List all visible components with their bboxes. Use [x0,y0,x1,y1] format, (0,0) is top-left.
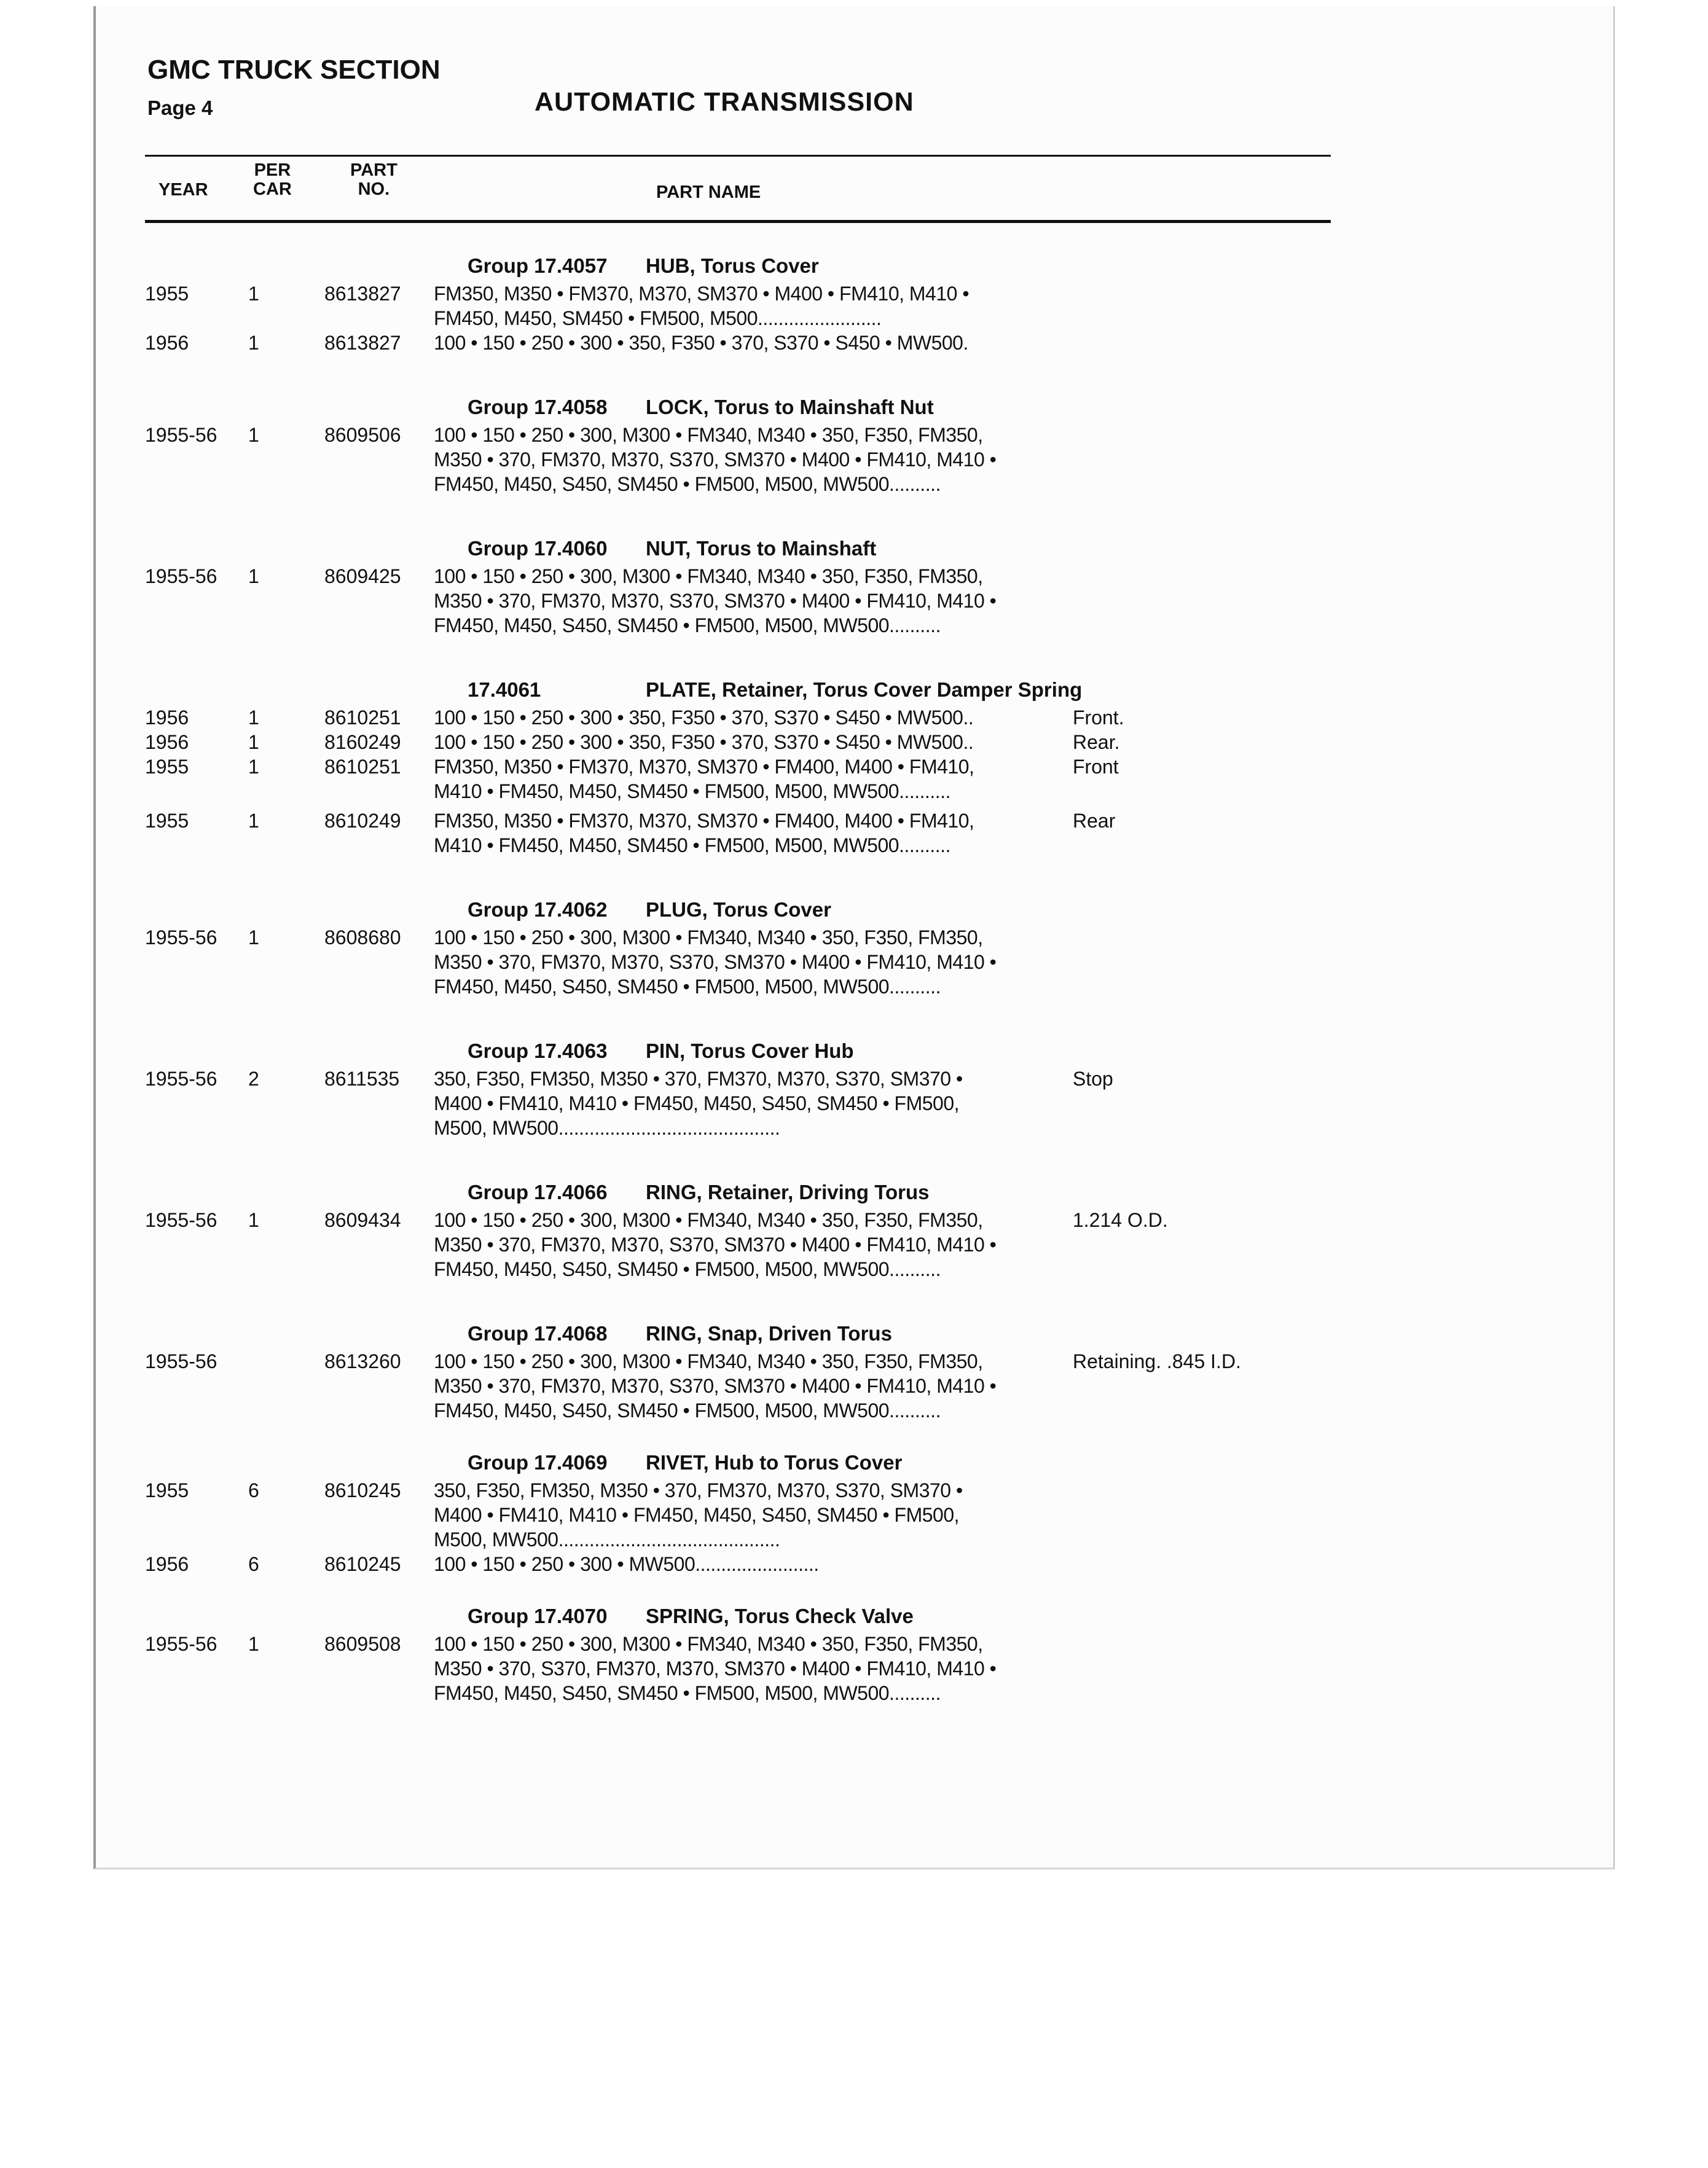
model-line: M500, MW500........................................... [434,1528,780,1551]
table-row [145,1208,1331,1282]
per-car-cell: 1 [248,1209,259,1231]
per-car-cell: 1 [248,706,259,729]
part-number-cell: 8610245 [324,1479,401,1501]
model-line: 100 • 150 • 250 • 300, M300 • FM340, M340 • 350, F350, FM350, [434,926,983,949]
table-row [145,754,1331,804]
per-car-cell: 2 [248,1068,259,1090]
table-row [145,808,1331,858]
note-cell [1049,1632,1073,1705]
note-cell [1049,1552,1073,1576]
model-line: 100 • 150 • 250 • 300, M300 • FM340, M340 • 350, F350, FM350, [434,1633,983,1655]
table-row [145,1478,1331,1552]
table-row [145,281,1331,331]
year-cell: 1955 [145,1479,189,1501]
year-cell: 1956 [145,706,189,729]
model-line: 100 • 150 • 250 • 300 • 350, F350 • 370, S370 • S450 • MW500. [434,332,968,354]
part-number-cell: 8613260 [324,1350,401,1372]
note-cell [1049,423,1073,496]
col-part-label: PART [350,160,398,180]
note-cell [1049,1478,1073,1552]
model-line: M410 • FM450, M450, SM450 • FM500, M500, MW500.......... [434,780,950,802]
model-line: 350, F350, FM350, M350 • 370, FM370, M370, S370, SM370 • [434,1479,963,1501]
group-title: RIVET, Hub to Torus Cover [646,1451,903,1474]
model-line: FM350, M350 • FM370, M370, SM370 • FM400, M400 • FM410, [434,756,974,778]
header-top-rule [145,155,1331,157]
model-line: M500, MW500........................................... [434,1117,780,1139]
group-heading [145,1036,1331,1066]
model-line: M350 • 370, FM370, M370, S370, SM370 • M400 • FM410, M410 • [434,448,997,471]
year-cell: 1956 [145,332,189,354]
col-per-label: PER [254,160,291,180]
part-number-cell: 8610245 [324,1553,401,1575]
part-number-cell: 8610249 [324,810,401,832]
part-name-cell [434,925,1049,999]
part-name-cell [434,1066,1049,1140]
col-header-year [159,181,208,200]
group-title: NUT, Torus to Mainshaft [646,537,877,560]
note-cell: 1.214 O.D. [1073,1209,1168,1231]
part-number-cell: 8608680 [324,926,401,949]
part-name-cell [434,1349,1049,1423]
group-number: Group 17.4070 [468,1605,608,1627]
group-title: PIN, Torus Cover Hub [646,1039,854,1062]
part-number-cell: 8610251 [324,756,401,778]
per-car-cell: 6 [248,1553,259,1575]
part-name-cell [434,331,1049,355]
group-title: RING, Retainer, Driving Torus [646,1181,930,1203]
group-title: PLATE, Retainer, Torus Cover Damper Spring [646,678,1083,701]
part-name-cell [434,1478,1049,1552]
note-cell: Retaining. .845 I.D. [1073,1350,1241,1372]
per-car-cell: 1 [248,565,259,587]
table-row [145,1552,1331,1576]
year-cell: 1955 [145,810,189,832]
model-line: FM450, M450, S450, SM450 • FM500, M500, MW500.......... [434,976,941,998]
group-number: Group 17.4068 [468,1322,608,1345]
col-header-per-car [253,161,292,199]
note-cell: Front. [1073,706,1124,729]
model-line: 100 • 150 • 250 • 300, M300 • FM340, M340 • 350, F350, FM350, [434,1350,983,1372]
part-number-cell: 8609506 [324,424,401,446]
table-row [145,730,1331,754]
part-group [145,1177,1331,1282]
page-title: AUTOMATIC TRANSMISSION [535,87,914,117]
per-car-cell: 1 [248,756,259,778]
model-line: M350 • 370, FM370, M370, S370, SM370 • M400 • FM410, M410 • [434,1375,997,1397]
part-name-cell [434,730,1049,754]
per-car-cell: 1 [248,731,259,753]
group-number: Group 17.4058 [468,396,608,418]
group-title: LOCK, Torus to Mainshaft Nut [646,396,934,418]
part-name-cell [434,808,1049,858]
note-cell: Stop [1073,1068,1113,1090]
model-line: M350 • 370, FM370, M370, S370, SM370 • M400 • FM410, M410 • [434,951,997,973]
group-heading [145,251,1331,281]
model-line: 100 • 150 • 250 • 300 • MW500........................ [434,1553,819,1575]
group-number: Group 17.4063 [468,1039,608,1062]
model-line: FM450, M450, S450, SM450 • FM500, M500, MW500.......... [434,1258,941,1280]
group-title: RING, Snap, Driven Torus [646,1322,892,1345]
page-number: Page 4 [147,96,213,119]
group-heading [145,533,1331,564]
model-line: M350 • 370, S370, FM370, M370, SM370 • M400 • FM410, M410 • [434,1657,997,1680]
model-line: FM350, M350 • FM370, M370, SM370 • M400 • FM410, M410 • [434,283,970,305]
group-heading [145,1318,1331,1349]
per-car-cell [248,1349,324,1423]
part-number-cell: 8609508 [324,1633,401,1655]
model-line: FM450, M450, S450, SM450 • FM500, M500, MW500.......... [434,614,941,636]
note-cell [1049,925,1073,999]
part-name-cell [434,564,1049,638]
model-line: FM450, M450, S450, SM450 • FM500, M500, MW500.......... [434,1399,941,1422]
model-line: 100 • 150 • 250 • 300, M300 • FM340, M340 • 350, F350, FM350, [434,565,983,587]
per-car-cell: 6 [248,1479,259,1501]
col-header-part-no [350,161,398,199]
part-group [145,675,1331,858]
year-cell: 1955-56 [145,1209,217,1231]
part-group [145,251,1331,355]
year-cell: 1955-56 [145,1633,217,1655]
part-number-cell: 8160249 [324,731,401,753]
section-title: GMC TRUCK SECTION [147,55,441,85]
table-row [145,705,1331,730]
part-group [145,1036,1331,1140]
table-row [145,1349,1331,1423]
group-number: Group 17.4069 [468,1451,608,1474]
group-number: Group 17.4057 [468,254,608,277]
part-number-cell: 8609434 [324,1209,401,1231]
year-cell: 1955 [145,283,189,305]
year-cell: 1955-56 [145,565,217,587]
year-cell: 1955-56 [145,926,217,949]
per-car-cell: 1 [248,1633,259,1655]
table-row [145,1066,1331,1140]
per-car-cell: 1 [248,332,259,354]
per-car-cell: 1 [248,283,259,305]
section-header [147,54,441,124]
col-part-name-label: PART NAME [656,182,761,202]
model-line: M350 • 370, FM370, M370, S370, SM370 • M400 • FM410, M410 • [434,1234,997,1256]
table-row [145,564,1331,638]
model-line: 100 • 150 • 250 • 300, M300 • FM340, M340 • 350, F350, FM350, [434,424,983,446]
note-cell [1049,564,1073,638]
group-number: Group 17.4060 [468,537,608,560]
model-line: M350 • 370, FM370, M370, S370, SM370 • M400 • FM410, M410 • [434,590,997,612]
col-year-label: YEAR [159,180,208,200]
part-group [145,533,1331,638]
model-line: FM450, M450, S450, SM450 • FM500, M500, MW500.......... [434,1682,941,1704]
year-cell: 1955-56 [145,424,217,446]
group-number: Group 17.4066 [468,1181,608,1203]
parts-list [145,245,1331,1705]
part-name-cell [434,1632,1049,1705]
part-group [145,1318,1331,1423]
part-number-cell: 8609425 [324,565,401,587]
model-line: FM350, M350 • FM370, M370, SM370 • FM400, M400 • FM410, [434,810,974,832]
model-line: FM450, M450, SM450 • FM500, M500........................ [434,307,882,329]
part-name-cell [434,1552,1049,1576]
model-line: FM450, M450, S450, SM450 • FM500, M500, MW500.......... [434,473,941,495]
group-heading [145,894,1331,925]
note-cell: Front [1073,756,1119,778]
group-title: HUB, Torus Cover [646,254,819,277]
part-group [145,1447,1331,1576]
part-group [145,392,1331,496]
per-car-cell: 1 [248,424,259,446]
model-line: M400 • FM410, M410 • FM450, M450, S450, SM450 • FM500, [434,1504,960,1526]
model-line: 100 • 150 • 250 • 300, M300 • FM340, M340 • 350, F350, FM350, [434,1209,983,1231]
table-row [145,331,1331,355]
year-cell: 1956 [145,1553,189,1575]
part-number-cell: 8613827 [324,283,401,305]
group-heading [145,1447,1331,1478]
part-group [145,894,1331,999]
part-name-cell [434,1208,1049,1282]
table-row [145,1632,1331,1705]
part-number-cell: 8610251 [324,706,401,729]
group-heading [145,392,1331,423]
group-heading [145,675,1331,705]
group-number: 17.4061 [468,678,541,701]
year-cell: 1955 [145,756,189,778]
model-line: 350, F350, FM350, M350 • 370, FM370, M370, S370, SM370 • [434,1068,963,1090]
per-car-cell: 1 [248,810,259,832]
part-number-cell: 8613827 [324,332,401,354]
group-heading [145,1177,1331,1208]
part-name-cell [434,754,1049,804]
note-cell: Rear [1073,810,1116,832]
col-car-label: CAR [253,179,292,199]
year-cell: 1955-56 [145,1068,217,1090]
part-name-cell [434,423,1049,496]
model-line: 100 • 150 • 250 • 300 • 350, F350 • 370, S370 • S450 • MW500.. [434,706,974,729]
part-number-cell: 8611535 [324,1068,400,1090]
note-cell [1049,331,1073,355]
group-number: Group 17.4062 [468,898,608,921]
part-group [145,1601,1331,1705]
table-row [145,423,1331,496]
col-header-part-name [656,183,761,202]
group-title: SPRING, Torus Check Valve [646,1605,914,1627]
year-cell: 1955-56 [145,1350,217,1372]
note-cell [1049,281,1073,331]
year-cell: 1956 [145,731,189,753]
model-line: M410 • FM450, M450, SM450 • FM500, M500, MW500.......... [434,834,950,856]
model-line: 100 • 150 • 250 • 300 • 350, F350 • 370, S370 • S450 • MW500.. [434,731,974,753]
part-name-cell [434,281,1049,331]
table-row [145,925,1331,999]
col-no-label: NO. [358,179,390,199]
header-bottom-rule [145,220,1331,223]
per-car-cell: 1 [248,926,259,949]
group-title: PLUG, Torus Cover [646,898,831,921]
note-cell: Rear. [1073,731,1120,753]
group-heading [145,1601,1331,1632]
part-name-cell [434,705,1049,730]
model-line: M400 • FM410, M410 • FM450, M450, S450, SM450 • FM500, [434,1092,960,1114]
